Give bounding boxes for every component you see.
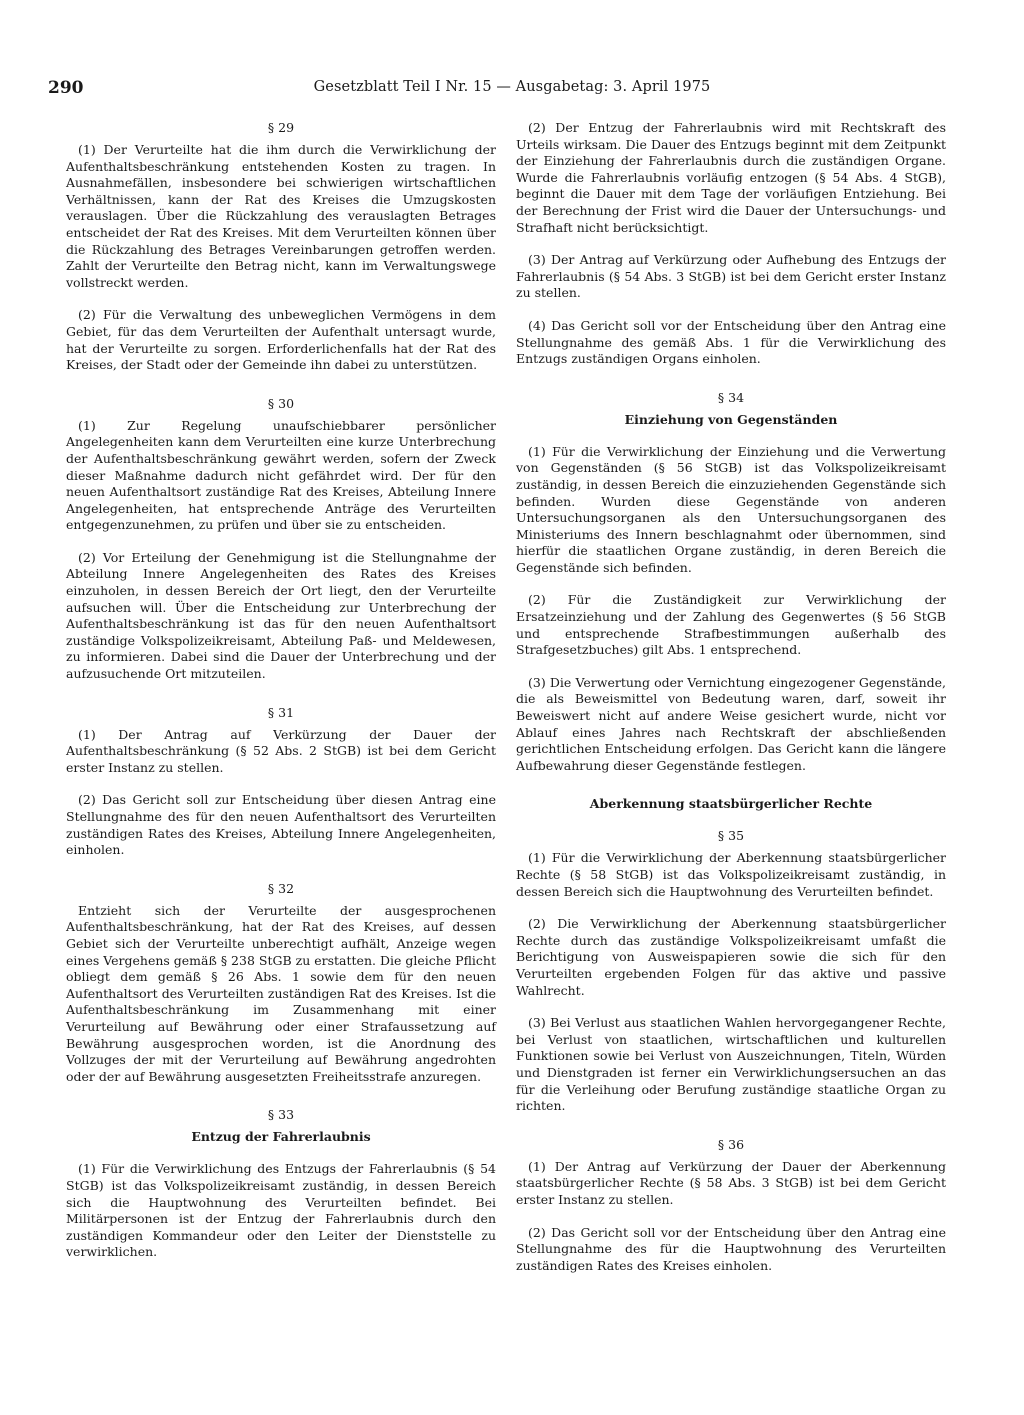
- section-34-paragraph-3: (3) Die Verwertung oder Vernichtung eingezogener Gegenstände, die als Beweismittel von Bedeutung waren, darf, soweit ihr Beweiswert nicht auf andere Weise gesichert wurde, nicht vor Ablauf eines Jahres nach Rechtskraft der abschließenden gerichtlichen Entscheidung erfolgen. Das Gericht kann die längere Aufbewahrung dieser Gegenstände festlegen.: [516, 674, 946, 773]
- section-30-paragraph-2: (2) Vor Erteilung der Genehmigung ist die Stellungnahme der Abteilung Innere Angelegenheiten des Rates des Kreises einzuholen, in dessen Bereich der Ort liegt, den der Verurteilte aufsuchen will. Über die Entscheidung zur Unterbrechung der Aufenthaltsbeschränkung ist das für den neuen Aufenthaltsort zuständige Volkspolizeikreisamt, Abteilung Paß- und Meldewesen, zu informieren. Dabei sind die Dauer der Unterbrechung und der aufzusuchende Ort mitzuteilen.: [66, 549, 496, 682]
- section-35-paragraph-2: (2) Die Verwirklichung der Aberkennung staatsbürgerlicher Rechte durch das zuständige Volkspolizeikreisamt umfaßt die Berichtigung von Ausweispapieren sowie die sich für den Verurteilten ergebenden Folgen für das aktive und passive Wahlrecht.: [516, 916, 946, 998]
- section-31-paragraph-1: (1) Der Antrag auf Verkürzung der Dauer der Aufenthaltsbeschränkung (§ 52 Abs. 2 StGB) ist bei dem Gericht erster Instanz zu stellen.: [66, 726, 496, 775]
- section-30-paragraph-1: (1) Zur Regelung unaufschiebbarer persönlicher Angelegenheiten kann dem Verurteilten eine kurze Unterbrechung der Aufenthaltsbeschränkung gewährt werden, sofern der Zweck dieser Maßnahme dadurch nicht gefährdet wird. Der für den neuen Aufenthaltsort zuständige Rat des Kreises, Abteilung Innere Angelegenheiten, hat entsprechende Anträge des Verurteilten entgegenzunehmen, zu prüfen und über sie zu entscheiden.: [66, 417, 496, 533]
- section-34-number: § 34: [717, 389, 745, 405]
- header-title: Gesetzblatt Teil I Nr. 15 — Ausgabetag: 3. April 1975: [313, 79, 711, 95]
- section-36-number: § 36: [717, 1136, 745, 1152]
- section-34-title: Einziehung von Gegenständen: [624, 411, 838, 427]
- section-33-title: Entzug der Fahrerlaubnis: [191, 1129, 371, 1145]
- section-32-number: § 32: [267, 880, 295, 896]
- section-33-paragraph-1: (1) Für die Verwirklichung des Entzugs der Fahrerlaubnis (§ 54 StGB) ist das Volkspolizeikreisamt zuständig, in dessen Bereich sich die Hauptwohnung des Verurteilten befindet. Bei Militärpersonen ist der Entzug der Fahrerlaubnis durch den zuständigen Kommandeur oder den Leiter der Dienststelle zu verwirklichen.: [66, 1161, 496, 1260]
- page-header: [48, 78, 976, 102]
- section-31-paragraph-2: (2) Das Gericht soll zur Entscheidung über diesen Antrag eine Stellungnahme des für den neuen Aufenthaltsort des Verurteilten zuständigen Rates des Kreises, Abteilung Innere Angelegenheiten, einholen.: [66, 792, 496, 858]
- section-30-number: § 30: [267, 395, 295, 411]
- section-29-number: § 29: [267, 120, 295, 135]
- left-column: [66, 120, 496, 1261]
- section-32-paragraph-1: Entzieht sich der Verurteilte der ausgesprochenen Aufenthaltsbeschränkung, hat der Rat des Kreises, auf dessen Gebiet sich der Verurteilte unberechtigt aufhält, Anzeige wegen eines Vergehens gemäß § 238 StGB zu erstatten. Die gleiche Pflicht obliegt dem gemäß § 26 Abs. 1 sowie dem für den neuen Aufenthaltsort des Verurteilten zuständigen Rat des Kreises. Ist die Aufenthaltsbeschränkung im Zusammenhang mit einer Verurteilung auf Bewährung oder einer Strafaussetzung auf Bewährung ausgesprochen worden, ist die Anordnung des Vollzuges der mit der Verurteilung auf Bewährung angedrohten oder der auf Bewährung ausgesetzten Freiheitsstrafe anzuregen.: [66, 902, 496, 1084]
- section-33-paragraph-4: (4) Das Gericht soll vor der Entscheidung über den Antrag eine Stellungnahme des gemäß Abs. 1 für die Verwirklichung des Entzugs zuständigen Organs einholen.: [516, 317, 946, 367]
- section-35-paragraph-3: (3) Bei Verlust aus staatlichen Wahlen hervorgegangener Rechte, bei Verlust von staatlichen, wirtschaftlichen und kulturellen Funktionen sowie bei Verlust von Auszeichnungen, Titeln, Würden und Dienstgraden ist ferner ein Verwirklichungsersuchen an das für die Verleihung oder Berufung zuständige staatliche Organ zu richten.: [516, 1015, 946, 1114]
- section-34-paragraph-2: (2) Für die Zuständigkeit zur Verwirklichung der Ersatzeinziehung und der Zahlung des Gegenwertes (§ 56 StGB und entsprechende Strafbestimmungen außerhalb des Strafgesetzbuches) gilt Abs. 1 entsprechend.: [516, 592, 946, 658]
- section-31-number: § 31: [267, 704, 295, 720]
- section-35-number: § 35: [717, 828, 745, 844]
- section-33-paragraph-3: (3) Der Antrag auf Verkürzung oder Aufhebung des Entzugs der Fahrerlaubnis (§ 54 Abs. 3 StGB) ist bei dem Gericht erster Instanz zu stellen.: [516, 252, 946, 301]
- section-34-paragraph-1: (1) Für die Verwirklichung der Einziehung und die Verwertung von Gegenständen (§ 56 StGB) ist das Volkspolizeikreisamt zuständig, in dessen Bereich die einzuziehenden Gegenstände sich befinden. Wurden diese Gegenstände von anderen Untersuchungsorganen als den Untersuchungsorganen des Ministeriums des Innern beschlagnahmt oder übernommen, sind hierfür die staatlichen Organe zuständig, in deren Bereich die Gegenstände sich befinden.: [516, 443, 946, 575]
- section-36-paragraph-1: (1) Der Antrag auf Verkürzung der Dauer der Aberkennung staatsbürgerlicher Rechte (§ 58 Abs. 3 StGB) ist bei dem Gericht erster Instanz zu stellen.: [516, 1158, 946, 1207]
- section-35-paragraph-1: (1) Für die Verwirklichung der Aberkennung staatsbürgerlicher Rechte (§ 58 StGB) ist das Volkspolizeikreisamt zuständig, in dessen Bereich sich die Hauptwohnung des Verurteilten befindet.: [516, 850, 946, 899]
- section-36-paragraph-2: (2) Das Gericht soll vor der Entscheidung über den Antrag eine Stellungnahme des für die Hauptwohnung des Verurteilten zuständigen Rates des Kreises einholen.: [516, 1224, 946, 1273]
- heading-aberkennung: Aberkennung staatsbürgerlicher Rechte: [589, 796, 873, 812]
- page-number: 290: [48, 78, 84, 98]
- section-29-paragraph-1: (1) Der Verurteilte hat die ihm durch die Verwirklichung der Aufenthaltsbeschränkung entstehenden Kosten zu tragen. In Ausnahmefällen, insbesondere bei schwierigen wirtschaftlichen Verhältnissen, kann der Rat des Kreises die Umzugskosten verauslagen. Über die Rückzahlung des verauslagten Betrages entscheidet der Rat des Kreises. Mit dem Verurteilten können über die Rückzahlung des Betrages Vereinbarungen getroffen werden. Zahlt der Verurteilte den Betrag nicht, kann im Verwaltungswege vollstreckt werden.: [66, 142, 496, 290]
- section-33-paragraph-2: (2) Der Entzug der Fahrerlaubnis wird mit Rechtskraft des Urteils wirksam. Die Dauer des Entzugs beginnt mit dem Zeitpunkt der Einziehung der Fahrerlaubnis durch die zuständigen Organe. Wurde die Fahrerlaubnis vorläufig entzogen (§ 54 Abs. 4 StGB), beginnt die Dauer mit dem Tage der vorläufigen Entziehung. Bei der Berechnung der Frist wird die Dauer der Untersuchungs- und Strafhaft nicht berücksichtigt.: [516, 120, 946, 235]
- section-29-paragraph-2: (2) Für die Verwaltung des unbeweglichen Vermögens in dem Gebiet, für das dem Verurteilten der Aufenthalt untersagt wurde, hat der Verurteilte zu sorgen. Erforderlichenfalls hat der Rat des Kreises, der Stadt oder der Gemeinde ihn dabei zu unterstützen.: [66, 307, 496, 373]
- section-33-number: § 33: [267, 1107, 295, 1123]
- right-column: [516, 120, 946, 1274]
